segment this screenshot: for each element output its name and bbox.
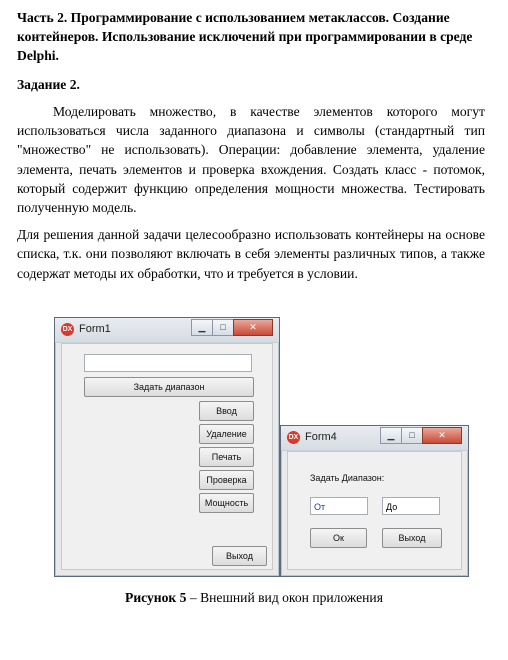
figure-label: Рисунок 5 — [125, 590, 187, 605]
form1-titlebar[interactable] — [55, 318, 279, 343]
input-button[interactable]: Ввод — [199, 401, 254, 421]
window-title: Form4 — [305, 431, 337, 443]
check-button[interactable]: Проверка — [199, 470, 254, 490]
solution-paragraph: Для решения данной задачи целесообразно использовать контейнеры на основе списка, т.к. они позволяют включать в себя элементы различных типов, а также содержат методы их обработки, что и требуется в условии. — [17, 227, 485, 281]
window-controls — [381, 427, 462, 444]
form1-client — [61, 343, 273, 570]
to-input[interactable]: До — [382, 497, 440, 515]
power-button[interactable]: Мощность — [199, 493, 254, 513]
exit-button[interactable]: Выход — [212, 546, 267, 566]
figure-caption — [0, 590, 508, 606]
app-icon: DX — [61, 323, 74, 336]
form4-window — [280, 425, 469, 577]
task-title: Задание 2. — [17, 77, 80, 92]
range-label: Задать Диапазон: — [310, 473, 385, 483]
figure-text: – Внешний вид окон приложения — [186, 590, 383, 605]
exit-button[interactable]: Выход — [382, 528, 442, 548]
minimize-icon[interactable]: ▁ — [380, 427, 402, 444]
set-range-button[interactable]: Задать диапазон — [84, 377, 254, 397]
from-input[interactable]: От — [310, 497, 368, 515]
task-paragraph: Моделировать множество, в качестве элементов которого могут использоваться числа заданного диапазона и символы (стандартный тип "множество" не использовать). Операции: добавление элемента, удаление элемента, печать элементов и проверка вхождения. Создать класс - потомок, который содержит функцию определения мощности множества. Тестировать полученную модель. — [17, 104, 485, 216]
maximize-icon[interactable]: □ — [401, 427, 423, 444]
minimize-icon[interactable]: ▁ — [191, 319, 213, 336]
delete-button[interactable]: Удаление — [199, 424, 254, 444]
window-title: Form1 — [79, 323, 111, 335]
form4-titlebar[interactable] — [281, 426, 468, 451]
app-icon: DX — [287, 431, 300, 444]
document-text — [17, 8, 485, 291]
form4-client — [287, 451, 462, 570]
element-input[interactable] — [84, 354, 252, 372]
window-controls — [192, 319, 273, 336]
print-button[interactable]: Печать — [199, 447, 254, 467]
form1-window — [54, 317, 280, 577]
maximize-icon[interactable]: □ — [212, 319, 234, 336]
close-icon[interactable]: ✕ — [233, 319, 273, 336]
close-icon[interactable]: ✕ — [422, 427, 462, 444]
ok-button[interactable]: Ок — [310, 528, 367, 548]
section-heading: Часть 2. Программирование с использованием метаклассов. Создание контейнеров. Использование исключений при программировании в среде Delphi. — [17, 10, 473, 63]
